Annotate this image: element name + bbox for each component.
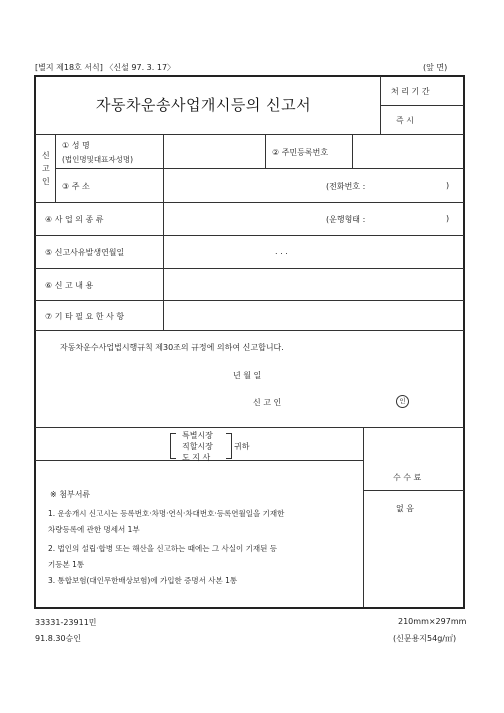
other-items-field[interactable] <box>166 303 464 329</box>
addressee-suffix: 귀하 <box>234 442 250 451</box>
report-content-label: ⑥ 신 고 내 용 <box>45 281 94 290</box>
declaration-date[interactable]: 년 월 일 <box>233 371 262 380</box>
reason-date-label: ⑤ 신고사유발생연월일 <box>45 248 125 257</box>
name-sublabel: (법인명및대표자성명) <box>62 155 134 164</box>
form-title: 자동차운송사업개시등의 신고서 <box>96 96 312 114</box>
addressee-line-1: 특별시장 <box>182 431 213 440</box>
paper-type: (신문용지54g/㎡) <box>393 634 457 643</box>
phone-close: ) <box>446 181 450 190</box>
attachment-item-1-cont: 차량등록에 관한 명세서 1부 <box>48 525 140 534</box>
name-field[interactable] <box>166 138 266 166</box>
addressee-line-2: 직할시장 <box>182 442 213 451</box>
attachment-item-2: 2. 법인의 설립·합병 또는 해산을 신고하는 때에는 그 사실이 기재된 등 <box>48 544 277 553</box>
reason-date-field[interactable]: . . . <box>275 247 288 256</box>
declaration-text: 자동차운수사업법시행규칙 제30조의 규정에 의하여 신고합니다. <box>60 343 284 352</box>
business-type-field[interactable] <box>166 206 320 233</box>
attachment-item-2-cont: 기등본 1통 <box>48 560 85 569</box>
attachments-heading: ※ 첨부서류 <box>50 490 91 499</box>
fee-value: 없 음 <box>396 504 414 513</box>
other-items-label: ⑦ 기 타 필 요 한 사 항 <box>45 312 125 321</box>
attachment-item-3: 3. 통합보험(대인무한배상보험)에 가입한 증명서 사본 1통 <box>48 576 238 585</box>
processing-period-label: 처 리 기 간 <box>391 87 430 96</box>
phone-label: (전화번호 : <box>326 182 366 191</box>
phone-field[interactable] <box>384 174 444 198</box>
resident-number-label: ② 주민등록번호 <box>272 148 329 157</box>
name-label: ① 성 명 <box>62 141 90 150</box>
processing-period-value: 즉 시 <box>396 116 414 125</box>
address-label: ③ 주 소 <box>62 182 90 191</box>
seal-mark: 인 <box>396 395 409 408</box>
operation-type-close: ) <box>446 214 450 223</box>
paper-size: 210mm×297mm <box>398 617 467 626</box>
approval-date: 91.8.30승인 <box>35 634 81 643</box>
attachment-item-1: 1. 운송개시 신고시는 등록번호·차명·연식·차대번호·등록연월일을 기재한 <box>48 509 285 518</box>
resident-number-field[interactable] <box>355 138 465 166</box>
address-field[interactable] <box>166 172 320 200</box>
operation-type-field[interactable] <box>384 207 444 231</box>
page-side: (앞 면) <box>423 63 448 72</box>
business-type-label: ④ 사 업 의 종 류 <box>45 215 104 224</box>
form-code: 33331-23911민 <box>35 618 97 627</box>
report-content-field[interactable] <box>166 272 464 299</box>
addressee-line-3: 도 지 사 <box>182 453 211 462</box>
operation-type-label: (운행형태 : <box>326 215 366 224</box>
form-number: [별지 제18호 서식] 〈신설 97. 3. 17〉 <box>35 63 176 72</box>
fee-label: 수 수 료 <box>393 473 422 482</box>
reporter-label: 신 고 인 <box>253 398 282 407</box>
